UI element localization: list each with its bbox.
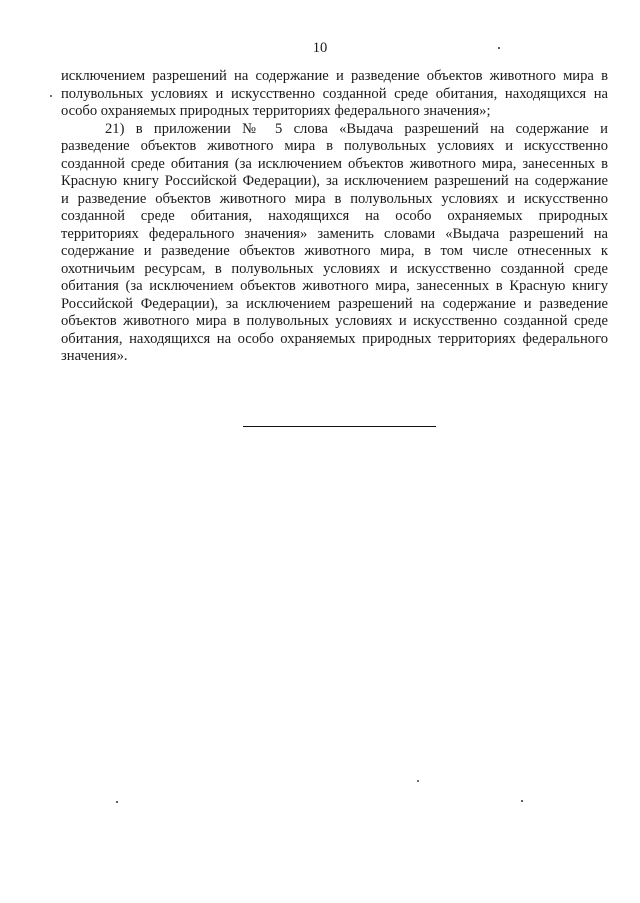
scan-speck (498, 47, 500, 49)
text-line: полувольных условиях и искусственно созданной среде обитания, находящихся на (61, 85, 608, 102)
body-text (61, 68, 608, 366)
text-line: Российской Федерации), за исключением разрешений на содержание и разведение (61, 295, 608, 312)
text-line: значения». (61, 348, 128, 364)
text-line: особо охраняемых природных территориях федерального значения»; (61, 103, 491, 119)
text-line: созданной среде обитания (за исключением объектов животного мира, занесенных в (61, 155, 608, 172)
text-line: охотничьим ресурсам, в полувольных условиях и искусственно созданной среде (61, 260, 608, 277)
scan-speck (50, 95, 52, 97)
text-line: 21) в приложении № 5 слова «Выдача разрешений на содержание и (105, 120, 608, 137)
text-line: и разведение объектов животного мира в полувольных условиях и искусственно (61, 190, 608, 207)
text-line: исключением разрешений на содержание и разведение объектов животного мира в (61, 68, 608, 84)
scan-speck (417, 780, 419, 782)
text-line: разведение объектов животного мира в полувольных условиях и искусственно (61, 138, 608, 154)
text-line: обитания, находящихся на особо охраняемых природных территориях федерального (61, 330, 608, 347)
scan-speck (521, 800, 523, 802)
item-21-paragraph (61, 121, 608, 366)
text-line: содержание и разведение объектов животного мира, в том числе отнесенных к (61, 243, 608, 259)
text-line: территориях федерального значения» заменить словами «Выдача разрешений на (61, 225, 608, 242)
text-line: созданной среде обитания, находящихся на особо охраняемых природных (61, 208, 608, 224)
text-line: Красную книгу Российской Федерации), за исключением разрешений на содержание (61, 173, 608, 189)
continuation-paragraph (61, 68, 608, 121)
end-divider-line (243, 426, 436, 427)
scan-speck (116, 801, 118, 803)
page-number: 10 (312, 40, 328, 56)
text-line: объектов животного мира в полувольных условиях и искусственно созданной среде (61, 313, 608, 329)
text-line: обитания (за исключением объектов животного мира, занесенных в Красную книгу (61, 278, 608, 294)
